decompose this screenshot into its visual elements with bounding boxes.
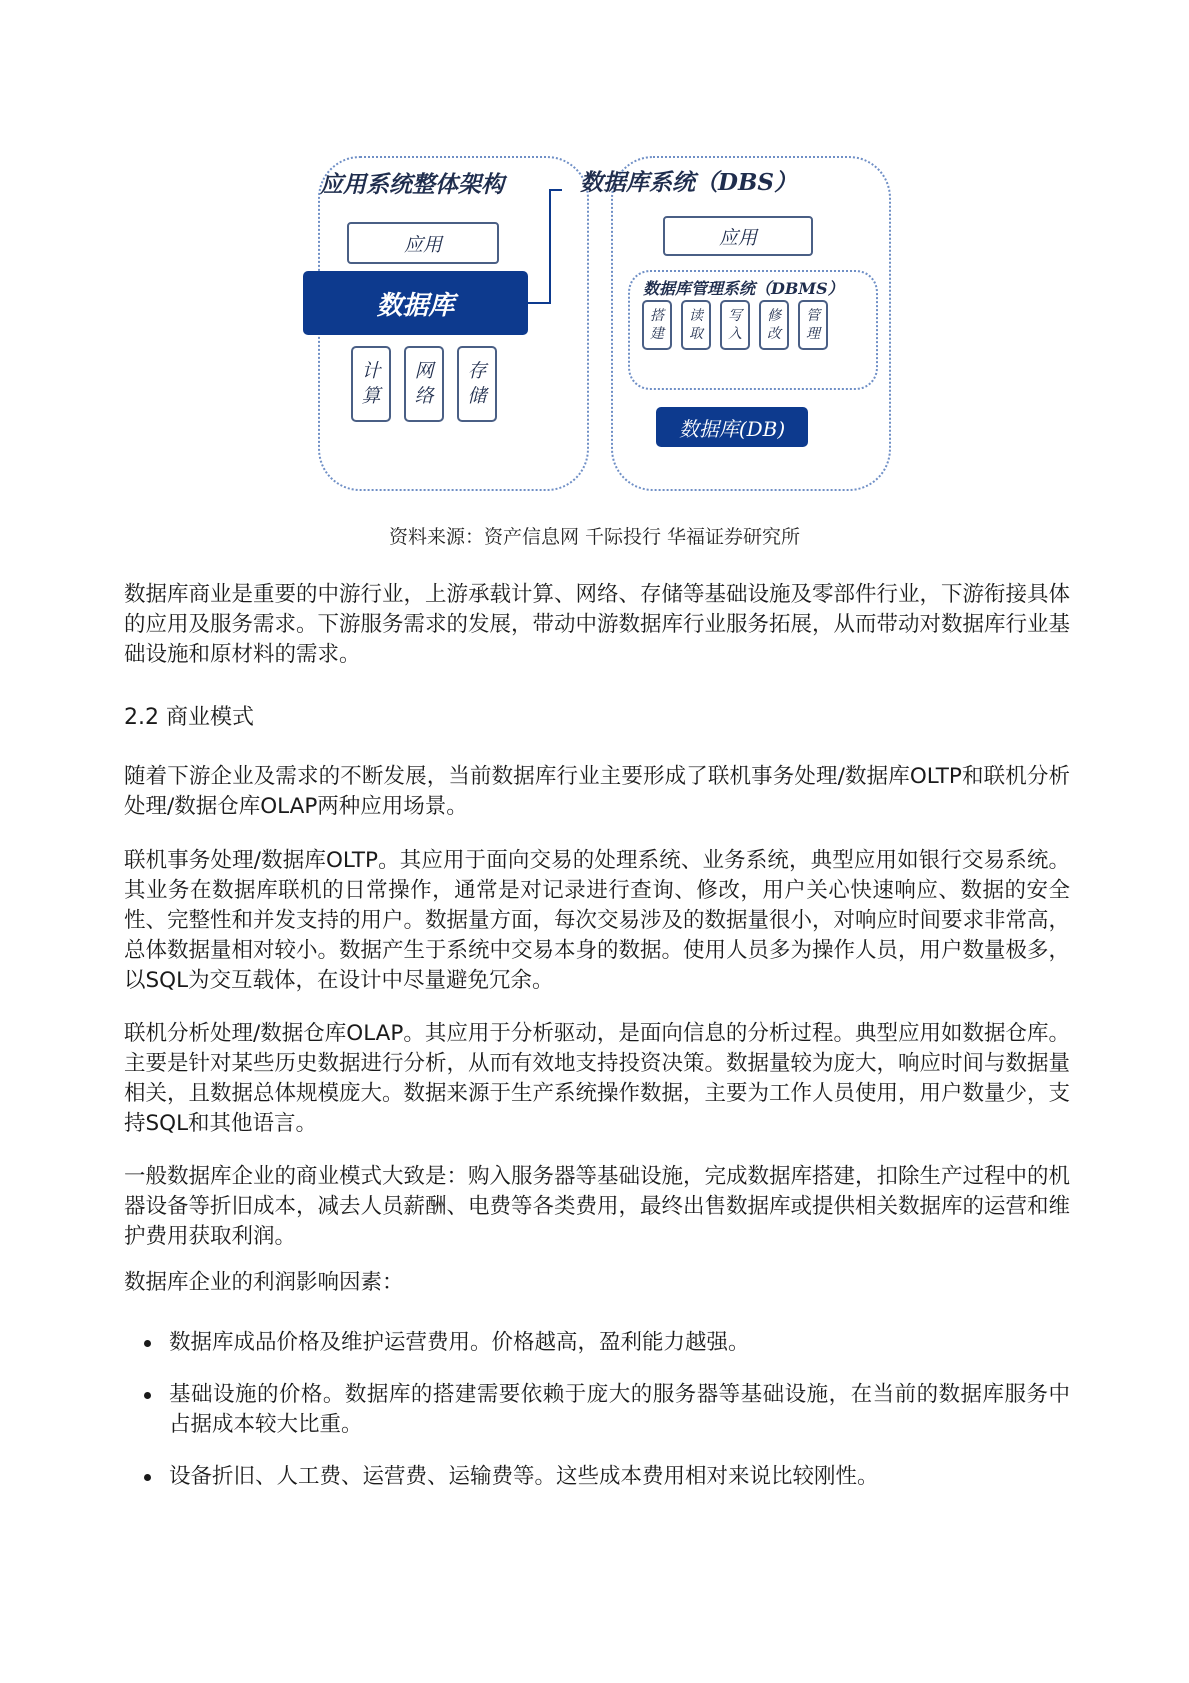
dbms-item-modify-c1: 修 <box>767 307 781 324</box>
figure-caption: 资料来源：资产信息网 千际投行 华福证券研究所 <box>388 526 801 548</box>
dbms-item-read-c1: 读 <box>689 307 703 324</box>
profit-factors-list <box>124 1328 1070 1514</box>
infra-compute <box>351 346 391 422</box>
list-item: 数据库成品价格及维护运营费用。价格越高，盈利能力越强。 <box>124 1328 1070 1358</box>
dbms-item-write <box>720 300 750 350</box>
infra-network-c1: 网 <box>414 360 434 383</box>
database-box: 数据库 <box>303 271 528 335</box>
dbms-item-modify-c2: 改 <box>767 326 781 342</box>
dbms-item-modify <box>759 300 789 350</box>
list-item: 设备折旧、人工费、运营费、运输费等。这些成本费用相对来说比较刚性。 <box>124 1462 1070 1492</box>
infra-compute-c2: 算 <box>361 385 381 407</box>
infra-network-c2: 络 <box>414 385 434 407</box>
dbms-item-manage-c2: 理 <box>806 326 820 342</box>
paragraph-oltp: 联机事务处理/数据库OLTP。其应用于面向交易的处理系统、业务系统，典型应用如银行交易系统。其业务在数据库联机的日常操作，通常是对记录进行查询、修改，用户关心快速响应、数据的安全性、完整性和并发支持的用户。数据量方面，每次交易涉及的数据量很小，对响应时间要求非常高，总体数据量相对较小。数据产生于系统中交易本身的数据。使用人员多为操作人员，用户数量极多，以SQL为交互载体，在设计中尽量避免冗余。 <box>124 848 1071 993</box>
app-architecture-title: 应用系统整体架构 <box>320 171 504 198</box>
app-box-left: 应用 <box>347 222 499 264</box>
paragraph-business-model: 一般数据库企业的商业模式大致是：购入服务器等基础设施，完成数据库搭建，扣除生产过程中的机器设备等折旧成本，减去人员薪酬、电费等各类费用，最终出售数据库或提供相关数据库的运营和维护费用获取利润。 <box>124 1164 1071 1249</box>
list-item: 基础设施的价格。数据库的搭建需要依赖于庞大的服务器等基础设施，在当前的数据库服务中占据成本较大比重。 <box>124 1380 1070 1440</box>
dbms-item-build <box>642 300 672 350</box>
dbms-item-manage-c1: 管 <box>806 307 820 324</box>
infra-storage <box>457 346 497 422</box>
paragraph-2: 随着下游企业及需求的不断发展，当前数据库行业主要形成了联机事务处理/数据库OLTP和联机分析处理/数据仓库OLAP两种应用场景。 <box>124 764 1070 819</box>
dbs-title: 数据库系统（DBS） <box>580 169 797 196</box>
infra-network <box>404 346 444 422</box>
section-heading: 2.2 商业模式 <box>124 705 254 730</box>
dbms-item-read <box>681 300 711 350</box>
dbms-item-manage <box>798 300 828 350</box>
infra-storage-c1: 存 <box>467 360 487 383</box>
app-box-right: 应用 <box>663 216 813 256</box>
dbms-title: 数据库管理系统（DBMS） <box>643 279 844 298</box>
paragraph-profit-factors: 数据库企业的利润影响因素： <box>124 1270 404 1295</box>
paragraph-1: 数据库商业是重要的中游行业，上游承载计算、网络、存储等基础设施及零部件行业，下游衔接具体的应用及服务需求。下游服务需求的发展，带动中游数据库行业服务拓展，从而带动对数据库行业基础设施和原材料的需求。 <box>124 582 1071 667</box>
dbms-item-write-c1: 写 <box>728 307 742 324</box>
paragraph-olap: 联机分析处理/数据仓库OLAP。其应用于分析驱动，是面向信息的分析过程。典型应用如数据仓库。主要是针对某些历史数据进行分析，从而有效地支持投资决策。数据量较为庞大，响应时间与数据量相关，且数据总体规模庞大。数据来源于生产系统操作数据，主要为工作人员使用，用户数量少，支持SQL和其他语言。 <box>124 1021 1071 1136</box>
dbms-item-build-c1: 搭 <box>650 307 664 324</box>
db-box: 数据库(DB) <box>656 407 808 447</box>
dbms-item-read-c2: 取 <box>689 326 703 342</box>
dbms-item-build-c2: 建 <box>650 326 664 342</box>
infra-compute-c1: 计 <box>361 360 381 383</box>
infra-storage-c2: 储 <box>467 385 487 407</box>
dbms-item-write-c2: 入 <box>728 326 742 342</box>
architecture-diagram <box>300 150 895 490</box>
